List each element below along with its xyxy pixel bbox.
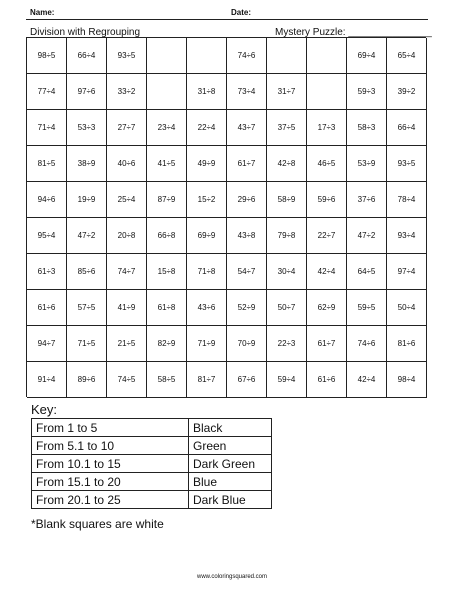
grid-cell: 98÷4	[387, 362, 427, 398]
key-row	[32, 455, 272, 473]
key-color: Black	[189, 419, 272, 437]
grid-cell: 43÷8	[227, 218, 267, 254]
grid-cell: 37÷5	[267, 110, 307, 146]
grid-cell: 67÷6	[227, 362, 267, 398]
grid-cell: 74÷7	[107, 254, 147, 290]
grid-cell: 85÷6	[67, 254, 107, 290]
grid-cell: 20÷8	[107, 218, 147, 254]
grid-cell: 70÷9	[227, 326, 267, 362]
grid-cell: 40÷6	[107, 146, 147, 182]
grid-cell: 19÷9	[67, 182, 107, 218]
header-line	[26, 19, 428, 20]
key-row	[32, 491, 272, 509]
grid-cell: 42÷4	[307, 254, 347, 290]
grid-cell: 47÷2	[67, 218, 107, 254]
date-label: Date:	[231, 8, 252, 17]
grid-cell	[267, 38, 307, 74]
grid-cell: 58÷5	[147, 362, 187, 398]
grid-cell: 59÷6	[307, 182, 347, 218]
grid-cell: 41÷9	[107, 290, 147, 326]
footer-url: www.coloringsquared.com	[196, 574, 268, 580]
grid-cell: 21÷5	[107, 326, 147, 362]
grid-cell: 53÷3	[67, 110, 107, 146]
grid-cell: 94÷7	[27, 326, 67, 362]
grid-cell: 93÷5	[387, 146, 427, 182]
grid-cell: 59÷4	[267, 362, 307, 398]
grid-cell: 59÷3	[347, 74, 387, 110]
grid-cell: 93÷4	[387, 218, 427, 254]
grid-cell: 79÷8	[267, 218, 307, 254]
grid-cell: 42÷8	[267, 146, 307, 182]
grid-cell	[187, 38, 227, 74]
grid-cell: 69÷4	[347, 38, 387, 74]
grid-cell: 59÷5	[347, 290, 387, 326]
grid-cell: 31÷7	[267, 74, 307, 110]
grid-cell: 22÷3	[267, 326, 307, 362]
key-color: Blue	[189, 473, 272, 491]
grid-cell: 33÷2	[107, 74, 147, 110]
grid-cell: 43÷6	[187, 290, 227, 326]
key-row	[32, 473, 272, 491]
grid-cell: 82÷9	[147, 326, 187, 362]
grid-cell: 74÷5	[107, 362, 147, 398]
grid-cell: 37÷6	[347, 182, 387, 218]
grid-cell: 74÷6	[347, 326, 387, 362]
key-range: From 20.1 to 25	[32, 491, 189, 509]
grid-cell: 61÷3	[27, 254, 67, 290]
grid-cell: 66÷8	[147, 218, 187, 254]
grid-cell: 22÷7	[307, 218, 347, 254]
key-title: Key:	[31, 402, 58, 417]
grid-cell	[147, 38, 187, 74]
grid-cell: 42÷4	[347, 362, 387, 398]
grid-cell: 47÷2	[347, 218, 387, 254]
grid-cell: 43÷7	[227, 110, 267, 146]
grid-cell: 61÷7	[307, 326, 347, 362]
grid-cell: 93÷5	[107, 38, 147, 74]
grid-cell: 74÷6	[227, 38, 267, 74]
key-color: Dark Blue	[189, 491, 272, 509]
grid-cell: 41÷5	[147, 146, 187, 182]
grid-cell: 66÷4	[67, 38, 107, 74]
page-title: Division with Regrouping	[30, 27, 141, 38]
grid-cell: 54÷7	[227, 254, 267, 290]
grid-cell: 77÷4	[27, 74, 67, 110]
grid-cell	[307, 74, 347, 110]
grid-cell: 61÷8	[147, 290, 187, 326]
grid-cell: 31÷8	[187, 74, 227, 110]
grid-cell: 61÷7	[227, 146, 267, 182]
name-label: Name:	[30, 8, 55, 17]
grid-cell: 58÷3	[347, 110, 387, 146]
color-key-table	[31, 418, 272, 509]
key-range: From 1 to 5	[32, 419, 189, 437]
worksheet-header	[26, 6, 428, 18]
grid-cell: 22÷4	[187, 110, 227, 146]
grid-cell: 71÷8	[187, 254, 227, 290]
grid-cell: 61÷6	[307, 362, 347, 398]
grid-cell: 65÷4	[387, 38, 427, 74]
grid-cell	[307, 38, 347, 74]
grid-cell: 25÷4	[107, 182, 147, 218]
grid-cell: 58÷9	[267, 182, 307, 218]
key-color: Green	[189, 437, 272, 455]
grid-cell: 64÷5	[347, 254, 387, 290]
grid-cell: 61÷6	[27, 290, 67, 326]
grid-cell: 17÷3	[307, 110, 347, 146]
key-row	[32, 419, 272, 437]
grid-cell: 52÷9	[227, 290, 267, 326]
key-color: Dark Green	[189, 455, 272, 473]
grid-cell: 53÷9	[347, 146, 387, 182]
grid-cell: 81÷7	[187, 362, 227, 398]
grid-cell: 62÷9	[307, 290, 347, 326]
grid-cell: 71÷5	[67, 326, 107, 362]
grid-cell: 73÷4	[227, 74, 267, 110]
grid-cell: 50÷4	[387, 290, 427, 326]
grid-cell: 46÷5	[307, 146, 347, 182]
grid-cell: 97÷6	[67, 74, 107, 110]
grid-cell	[147, 74, 187, 110]
grid-cell: 81÷5	[27, 146, 67, 182]
blank-squares-note: *Blank squares are white	[31, 517, 164, 531]
grid-cell: 81÷6	[387, 326, 427, 362]
grid-cell: 69÷9	[187, 218, 227, 254]
grid-cell: 89÷6	[67, 362, 107, 398]
key-range: From 15.1 to 20	[32, 473, 189, 491]
grid-cell: 78÷4	[387, 182, 427, 218]
grid-cell: 38÷9	[67, 146, 107, 182]
grid-cell: 97÷4	[387, 254, 427, 290]
grid-cell: 71÷9	[187, 326, 227, 362]
grid-cell: 49÷9	[187, 146, 227, 182]
grid-cell: 27÷7	[107, 110, 147, 146]
grid-cell: 15÷8	[147, 254, 187, 290]
grid-cell: 39÷2	[387, 74, 427, 110]
grid-cell: 91÷4	[27, 362, 67, 398]
grid-cell: 66÷4	[387, 110, 427, 146]
grid-cell: 87÷9	[147, 182, 187, 218]
grid-cell: 95÷4	[27, 218, 67, 254]
grid-cell: 94÷6	[27, 182, 67, 218]
key-range: From 10.1 to 15	[32, 455, 189, 473]
grid-cell: 23÷4	[147, 110, 187, 146]
grid-cell: 29÷6	[227, 182, 267, 218]
grid-cell: 71÷4	[27, 110, 67, 146]
key-row	[32, 437, 272, 455]
key-range: From 5.1 to 10	[32, 437, 189, 455]
grid-cell: 30÷4	[267, 254, 307, 290]
grid-cell: 15÷2	[187, 182, 227, 218]
puzzle-grid	[26, 37, 426, 397]
grid-cell: 50÷7	[267, 290, 307, 326]
mystery-puzzle-label: Mystery Puzzle: _______________	[275, 27, 432, 38]
grid-cell: 57÷5	[67, 290, 107, 326]
grid-cell: 98÷5	[27, 38, 67, 74]
